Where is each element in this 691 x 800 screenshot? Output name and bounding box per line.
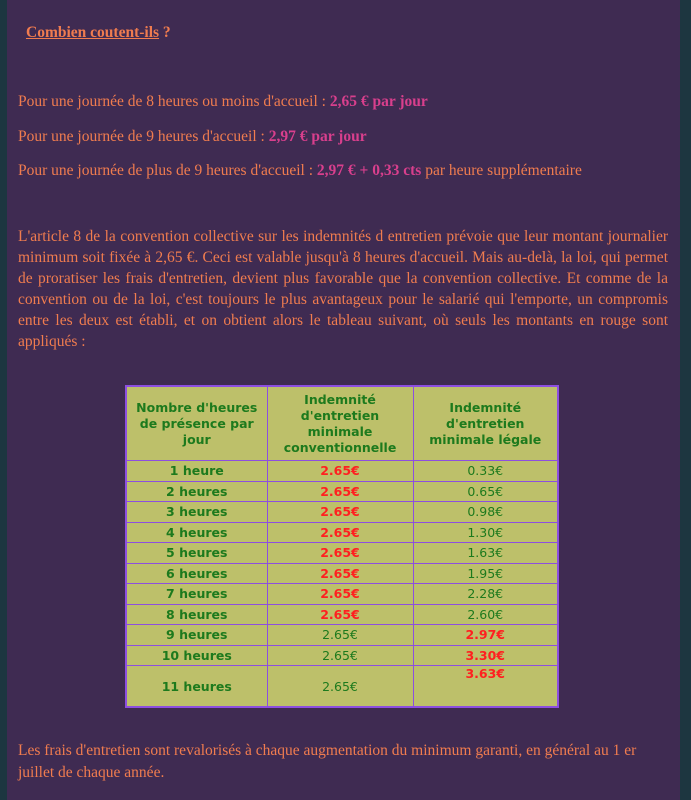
cell-conventional: 2.65€ [267,563,413,584]
cell-legal: 1.95€ [413,563,558,584]
table-row [126,604,558,625]
cell-conventional: 2.65€ [267,461,413,482]
cell-legal: 3.63€ [413,666,558,708]
cell-legal: 3.30€ [413,645,558,666]
cell-hours: 8 heures [126,604,267,625]
header-hours: Nombre d'heures de présence par jour [126,386,267,461]
cell-conventional: 2.65€ [267,481,413,502]
cell-conventional: 2.65€ [267,625,413,646]
footer-note: Les frais d'entretien sont revalorisés à chaque augmentation du minimum garanti, en général au 1 er juillet de chaque année. [18,742,637,781]
section-title [26,24,171,42]
table-row [126,481,558,502]
cell-legal: 1.63€ [413,543,558,564]
rates-table-wrapper [125,385,559,708]
table-row [126,461,558,482]
cell-legal: 0.65€ [413,481,558,502]
table-row [126,584,558,605]
rate-line-8h [18,93,428,111]
cell-legal: 0.33€ [413,461,558,482]
cell-legal: 2.97€ [413,625,558,646]
cell-hours: 10 heures [126,645,267,666]
table-row [126,502,558,523]
table-row [126,666,558,708]
header-legal: Indemnité d'entretien minimale légale [413,386,558,461]
section-title-suffix: ? [159,24,171,41]
table-row [126,563,558,584]
cell-conventional: 2.65€ [267,543,413,564]
rate-line-over-9h [18,162,582,180]
cell-hours: 5 heures [126,543,267,564]
table-row [126,625,558,646]
cell-hours: 9 heures [126,625,267,646]
header-conventional: Indemnité d'entretien minimale conventionnelle [267,386,413,461]
cell-hours: 1 heure [126,461,267,482]
cell-hours: 3 heures [126,502,267,523]
rate-line-9h [18,128,367,146]
cell-conventional: 2.65€ [267,645,413,666]
cell-legal: 2.60€ [413,604,558,625]
table-row [126,645,558,666]
cell-legal: 2.28€ [413,584,558,605]
cell-conventional: 2.65€ [267,522,413,543]
table-row [126,522,558,543]
rate-price: 2,97 € par jour [268,128,367,145]
cell-conventional: 2.65€ [267,666,413,708]
rate-text: Pour une journée de 8 heures ou moins d'accueil : [18,93,330,110]
rate-price: 2,65 € par jour [329,93,428,110]
rates-table [125,385,559,708]
cell-legal: 1.30€ [413,522,558,543]
table-header-row [126,386,558,461]
rate-after: par heure supplémentaire [421,162,582,179]
rate-text: Pour une journée de plus de 9 heures d'accueil : [18,162,317,179]
cell-hours: 6 heures [126,563,267,584]
cell-conventional: 2.65€ [267,502,413,523]
cell-legal: 0.98€ [413,502,558,523]
cell-hours: 7 heures [126,584,267,605]
cell-hours: 11 heures [126,666,267,708]
rate-text: Pour une journée de 9 heures d'accueil : [18,128,269,145]
cell-conventional: 2.65€ [267,584,413,605]
page-content [7,0,680,800]
table-body [126,461,558,708]
cell-conventional: 2.65€ [267,604,413,625]
section-title-link[interactable]: Combien coutent-ils [26,24,160,41]
rate-price: 2,97 € + 0,33 cts [316,162,422,179]
article-paragraph: L'article 8 de la convention collective sur les indemnités d entretien prévoie que leur montant journalier minimum soit fixée à 2,65 €. Ceci est valable jusqu'à 8 heures d'accueil. Mais au-delà, la loi, qui permet de proratiser les frais d'entretien, devient plus favorable que la convention collective. Et comme de la convention ou de la loi, c'est toujours le plus avantageux pour le salarié qui l'emporte, un compromis entre les deux est établi, et on obtient alors le tableau suivant, où seuls les montants en rouge sont appliqués : [18,228,668,350]
cell-hours: 2 heures [126,481,267,502]
table-row [126,543,558,564]
cell-hours: 4 heures [126,522,267,543]
